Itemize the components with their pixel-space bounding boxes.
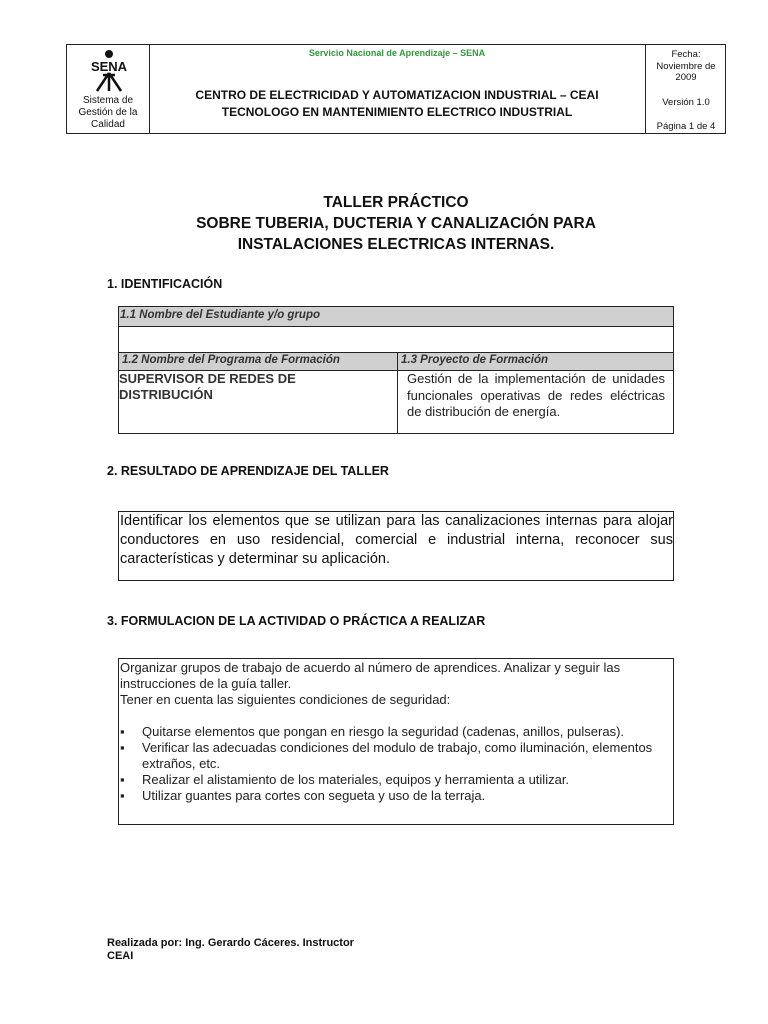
program-header-row [119,353,673,370]
project-value: Gestión de la implementación de unidades funcionales operativas de redes eléctricas de distribución de energía. [407,371,665,419]
bullet-icon: ▪ [120,740,125,755]
program-value: SUPERVISOR DE REDES DE DISTRIBUCIÓN [119,371,296,402]
header-title-cell [149,45,645,133]
list-item-text: Quitarse elementos que pongan en riesgo la seguridad (cadenas, anillos, pulseras). [142,724,625,739]
title-line-3: INSTALACIONES ELECTRICAS INTERNAS. [237,236,555,253]
program-label: 1.2 Nombre del Programa de Formación [122,354,340,366]
author-center: CEAI [107,950,134,962]
date-value: Noviembre de 2009 [656,61,716,83]
section-3-heading: 3. FORMULACION DE LA ACTIVIDAD O PRÁCTICA A REALIZAR [107,614,486,628]
sena-logo-icon [85,49,133,93]
header-meta-cell [645,45,726,133]
bullet-icon: ▪ [120,724,125,739]
safety-intro: Tener en cuenta las siguientes condiciones de seguridad: [120,692,451,707]
center-name: CENTRO DE ELECTRICIDAD Y AUTOMATIZACION INDUSTRIAL – CEAI [195,88,599,102]
org-name: Servicio Nacional de Aprendizaje – SENA [308,48,486,58]
date-label: Fecha: [671,49,701,60]
student-label: 1.1 Nombre del Estudiante y/o grupo [120,309,321,321]
list-item [119,724,673,740]
student-value-cell[interactable] [119,327,673,352]
bullet-icon: ▪ [120,788,125,803]
document-footer [107,937,354,963]
logo-cell [67,45,150,133]
list-item [119,772,673,788]
student-label-row [119,307,673,326]
learning-outcome-text: Identificar los elementos que se utilizan para las canalizaciones internas para alojar conductores en uso residencial, comercial e industrial interna, reconocer sus características y determinar su aplicación. [120,513,673,567]
list-item-text: Utilizar guantes para cortes con segueta y uso de la terraja. [142,788,486,803]
title-line-1: TALLER PRÁCTICO [323,194,469,211]
activity-intro: Organizar grupos de trabajo de acuerdo al número de aprendices. Analizar y seguir las instrucciones de la guía taller. [120,660,621,691]
title-line-2: SOBRE TUBERIA, DUCTERIA Y CANALIZACIÓN PARA [196,215,596,232]
list-item [119,740,673,772]
page-number: Página 1 de 4 [656,121,716,132]
list-item-text: Realizar el alistamiento de los materiales, equipos y herramienta a utilizar. [142,772,570,787]
section-1-heading: 1. IDENTIFICACIÓN [107,277,223,291]
project-label: 1.3 Proyecto de Formación [401,354,548,366]
list-item-text: Verificar las adecuadas condiciones del modulo de trabajo, como iluminación, elementos extraños, etc. [142,740,653,771]
author-line: Realizada por: Ing. Gerardo Cáceres. Instructor [107,937,354,949]
list-item [119,788,673,804]
svg-text:SENA: SENA [90,59,128,74]
program-name: TECNOLOGO EN MANTENIMIENTO ELECTRICO INDUSTRIAL [221,105,573,119]
activity-box [118,658,674,825]
version-label: Versión 1.0 [662,97,710,108]
column-divider [397,353,398,433]
document-header [66,44,726,134]
section-2-heading: 2. RESULTADO DE APRENDIZAJE DEL TALLER [107,464,389,478]
learning-outcome-box [118,511,674,581]
quality-system-label: Sistema de Gestión de la Calidad [78,95,138,130]
identification-table [118,306,674,434]
bullet-icon: ▪ [120,772,125,787]
